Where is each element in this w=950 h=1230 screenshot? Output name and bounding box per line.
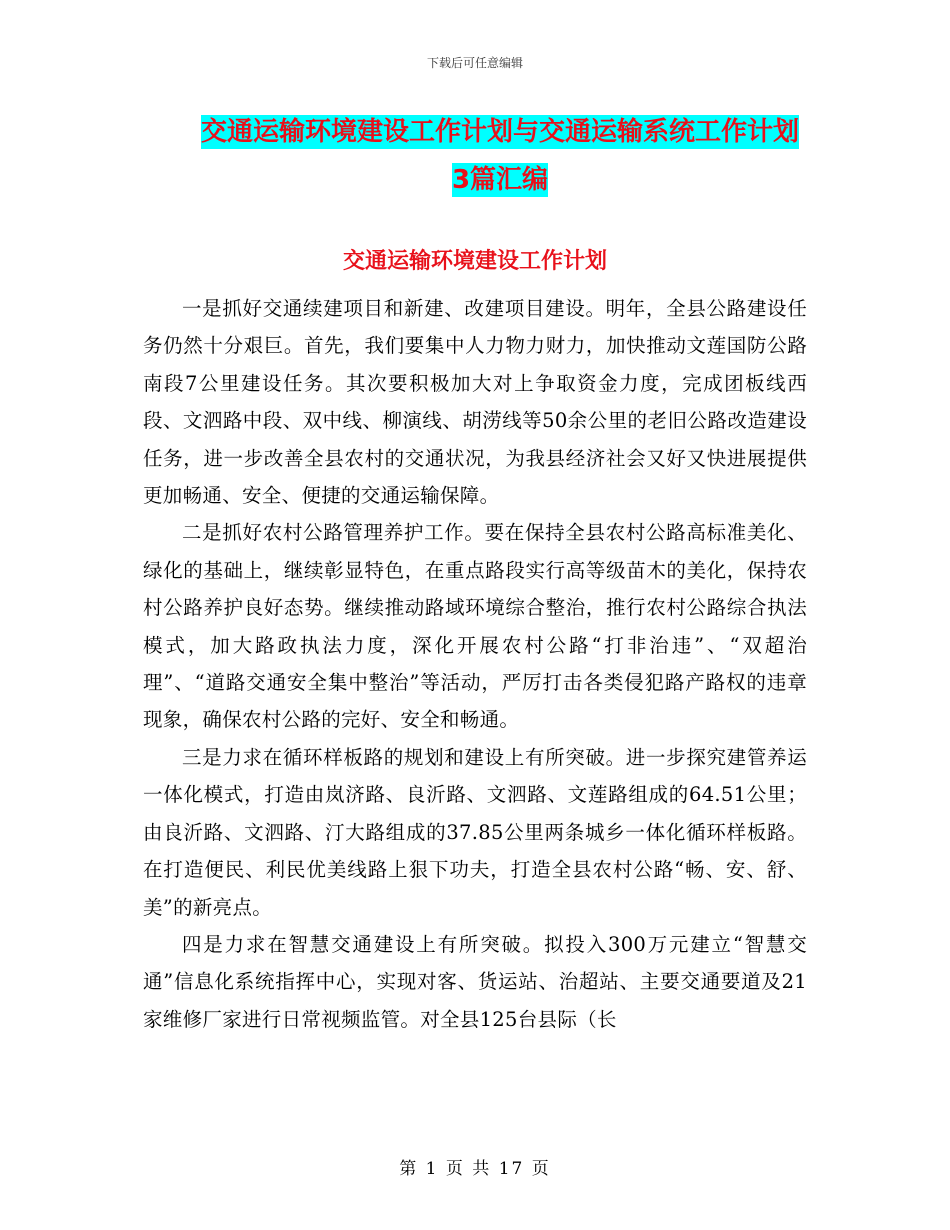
paragraph: 二是抓好农村公路管理养护工作。要在保持全县农村公路高标准美化、绿化的基础上，继续彰显特色，在重点路段实行高等级苗木的美化，保持农村公路养护良好态势。继续推动路域环境综合整治，推行农村公路综合执法模式，加大路政执法力度，深化开展农村公路“打非治违”、“双超治理”、“道路交通安全集中整治”等活动，严厉打击各类侵犯路产路权的违章现象，确保农村公路的完好、安全和畅通。 (143, 521, 807, 732)
document-title (190, 108, 810, 204)
header-note: 下载后可任意编辑 (426, 56, 523, 70)
document-body (143, 290, 807, 1038)
title-line-2: 3篇汇编 (451, 165, 549, 195)
paragraph: 三是力求在循环样板路的规划和建设上有所突破。进一步探究建管养运一体化模式，打造由岚济路、良沂路、文泗路、文莲路组成的64.51公里；由良沂路、文泗路、汀大路组成的37.85公里两条城乡一体化循环样板路。在打造便民、利民优美线路上狠下功夫，打造全县农村公路“畅、安、舒、美”的新亮点。 (143, 745, 807, 919)
paragraph: 四是力求在智慧交通建设上有所突破。拟投入300万元建立“智慧交通”信息化系统指挥中心，实现对客、货运站、治超站、主要交通要道及21家维修厂家进行日常视频监管。对全县125台县际（长 (143, 932, 807, 1031)
page-footer: 第 1 页 共 17 页 (399, 1159, 551, 1179)
section-title: 交通运输环境建设工作计划 (342, 249, 607, 274)
title-line-1: 交通运输环境建设工作计划与交通运输系统工作计划 (200, 117, 799, 147)
paragraph: 一是抓好交通续建项目和新建、改建项目建设。明年，全县公路建设任务仍然十分艰巨。首先，我们要集中人力物力财力，加快推动文莲国防公路南段7公里建设任务。其次要积极加大对上争取资金力度，完成团板线西段、文泗路中段、双中线、柳演线、胡涝线等50余公里的老旧公路改造建设任务，进一步改善全县农村的交通状况，为我县经济社会又好又快进展提供更加畅通、安全、便捷的交通运输保障。 (143, 297, 807, 508)
